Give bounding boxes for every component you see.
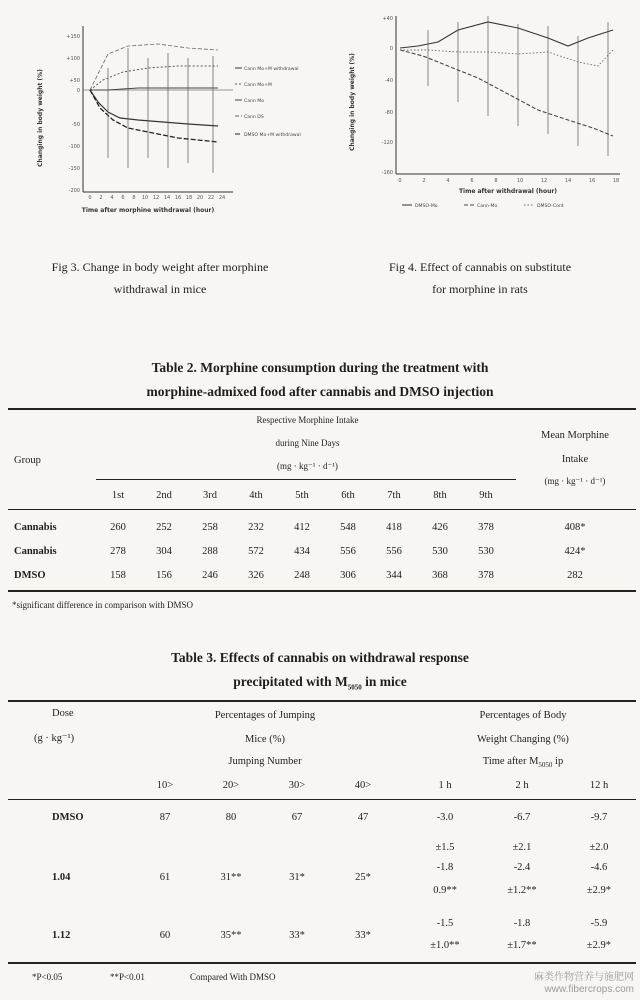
table-3-time-col-header: 12 h [589, 780, 609, 791]
table-2-mean-header: Intake [561, 454, 589, 465]
fig3-curve [90, 66, 218, 90]
table-2-cell: 158 [110, 570, 126, 581]
table-3-bw-sd-cell: ±1.7** [507, 940, 537, 951]
table-3-bw-sd-cell: ±1.2** [507, 885, 537, 896]
figure-4 [338, 6, 628, 212]
table-2-cell: 278 [110, 546, 126, 557]
fig3-xtick: 12 [152, 195, 160, 201]
table-3-bw-header: Weight Changing (%) [477, 734, 569, 745]
table-3-jump-header: Mice (%) [245, 734, 285, 745]
figure-4-plot [338, 6, 628, 212]
table-2-cell: 304 [156, 546, 172, 557]
table-3-jump-col-header: 40> [354, 780, 372, 791]
table-3-footnote-compare: Compared With DMSO [190, 972, 276, 982]
table-2-bottom-rule [8, 590, 636, 592]
fig3-curve [90, 44, 218, 90]
table-2-day-header: 7th [387, 490, 401, 501]
table-3-bw-mean-cell: -1.8 [513, 918, 531, 929]
table-3-title [0, 646, 640, 700]
table-2-intake-header: Respective Morphine Intake [256, 415, 359, 425]
table-3-bw-header-subscript: 5050 [538, 761, 553, 770]
table-3-bw-mean-cell: -1.8 [436, 862, 454, 873]
table-2-group-cell: Cannabis [14, 522, 57, 533]
fig4-xtick: 0 [398, 178, 402, 184]
fig4-legend-entry: DMSO-Mo [415, 204, 438, 209]
table-3-title-end: in mice [361, 674, 407, 689]
site-watermark [534, 972, 634, 996]
table-3-bw-mean-cell: -9.7 [590, 812, 608, 823]
table-3-bw-header [410, 756, 636, 769]
fig3-legend-entry: Cann Mo [244, 99, 265, 104]
fig3-xtick: 24 [218, 195, 226, 201]
fig3-xtick: 20 [196, 195, 204, 201]
table-3-jump-col-header: 20> [222, 780, 240, 791]
fig3-xtick: 4 [110, 195, 114, 201]
fig4-ylabel: Changing in body weight (%) [349, 53, 356, 151]
table-3-bw-sd-cell: ±2.9* [586, 885, 612, 896]
table-3-time-col-header: 2 h [515, 780, 529, 791]
table-3-jump-cell: 61 [159, 872, 171, 883]
table-3-footnote-p1: *P<0.05 [32, 972, 63, 982]
table-2-cell: 344 [386, 570, 402, 581]
table-3-bw-mean-cell: -2.4 [513, 862, 531, 873]
fig4-xtick: 6 [470, 178, 474, 184]
fig3-xtick: 2 [99, 195, 103, 201]
table-2-cell: 326 [248, 570, 264, 581]
fig3-ytick: +50 [69, 78, 80, 84]
table-3-bw-header: Percentages of Body [479, 710, 567, 721]
table-3-jump-cell: 33* [355, 930, 371, 941]
table-3-bw-mean-cell: -6.7 [513, 812, 531, 823]
table-3-dose-header: Dose [52, 708, 74, 719]
table-2-cell: 556 [386, 546, 402, 557]
table-3-bottom-rule [8, 962, 636, 964]
table-2-cell: 378 [478, 570, 494, 581]
table-2-cell: 248 [294, 570, 310, 581]
fig3-ytick: -100 [68, 144, 80, 150]
table-3-bw-sd-cell: ±2.0 [589, 842, 609, 853]
fig4-xtick: 14 [564, 178, 572, 184]
table-3-footnote-p2: **P<0.01 [110, 972, 145, 982]
figure-3-caption [0, 256, 320, 300]
table-2-group-cell: Cannabis [14, 546, 57, 557]
table-3-bw-mean-cell: -3.0 [436, 812, 454, 823]
figure-4-caption-line: Fig 4. Effect of cannabis on substitute [388, 260, 572, 274]
fig3-legend-entry: DMSO Mo+M withdrawal [244, 133, 301, 138]
table-3-jump-col-header: 10> [156, 780, 174, 791]
table-2-cell: 368 [432, 570, 448, 581]
fig4-xtick: 4 [446, 178, 450, 184]
table-2-intake-header: (mg · kg⁻¹ · d⁻¹) [277, 461, 338, 471]
fig3-ytick: -50 [71, 122, 80, 128]
table-2-cell: 260 [110, 522, 126, 533]
fig4-xtick: 8 [494, 178, 498, 184]
table-2-intake-header: during Nine Days [275, 438, 340, 448]
table-2-cell: 232 [248, 522, 264, 533]
table-2-cell: 246 [202, 570, 218, 581]
fig4-ytick: -120 [381, 140, 393, 146]
table-2-group-header: Group [14, 455, 41, 466]
fig4-curve [400, 22, 613, 48]
table-3-bw-sd-cell: ±2.1 [512, 842, 532, 853]
table-2-cell: 412 [294, 522, 310, 533]
table-3-jump-col-header: 30> [288, 780, 306, 791]
fig4-ytick: 0 [389, 46, 393, 52]
fig3-ytick: -150 [68, 166, 80, 172]
fig3-xtick: 10 [141, 195, 149, 201]
table-2-cell: 156 [156, 570, 172, 581]
fig3-ylabel: Changing in body weight (%) [37, 69, 44, 167]
table-2-mean-header: (mg · kg⁻¹ · d⁻¹) [544, 476, 606, 486]
table-3-jump-cell: 25* [355, 872, 371, 883]
fig3-xtick: 14 [163, 195, 171, 201]
table-3-jump-cell: 80 [225, 812, 237, 823]
table-2-cell: 258 [202, 522, 218, 533]
table-3-bw-sd-cell: ±1.5 [435, 842, 455, 853]
table-3-dose-header: (g · kg⁻¹) [34, 733, 75, 744]
table-3-jump-header: Percentages of Jumping [214, 710, 316, 721]
table-3-jump-cell: 31* [289, 872, 305, 883]
fig3-xlabel: Time after morphine withdrawal (hour) [81, 207, 215, 214]
table-3-bw-mean-cell: -4.6 [590, 862, 608, 873]
fig4-ytick: -160 [381, 170, 393, 176]
table-3-jump-cell: 67 [291, 812, 303, 823]
watermark-line-cn: 麻类作物营养与施肥网 [534, 972, 634, 983]
figure-4-caption [320, 256, 640, 300]
fig3-xtick: 22 [207, 195, 215, 201]
fig4-xtick: 16 [588, 178, 596, 184]
table-2-subheader-rule [96, 479, 516, 480]
fig3-xtick: 0 [88, 195, 92, 201]
fig3-legend-entry: Cann Mo+M withdrawal [244, 67, 299, 72]
table-3-jump-header: Jumping Number [228, 756, 302, 767]
table-2-cell: 434 [294, 546, 310, 557]
table-3-top-rule [8, 700, 636, 702]
table-3-bw-header-end: ip [552, 756, 564, 767]
table-2-cell: 288 [202, 546, 218, 557]
table-2-cell: 548 [340, 522, 356, 533]
fig4-curve [400, 50, 613, 66]
table-2-mean-cell: 408* [564, 522, 586, 533]
watermark-line-url: www.fibercrops.com [544, 984, 634, 995]
table-3-dose-cell: DMSO [52, 812, 84, 823]
table-2-cell: 426 [432, 522, 448, 533]
table-3-bw-sd-cell: ±2.9* [586, 940, 612, 951]
fig4-xlabel: Time after withdrawal (hour) [458, 188, 558, 195]
table-2-cell: 572 [248, 546, 264, 557]
table-2-title [0, 356, 640, 404]
fig4-legend-entry: DMSO-Cont [537, 204, 564, 209]
table-3-bw-mean-cell: -1.5 [436, 918, 454, 929]
table-2-day-header: 5th [295, 490, 309, 501]
fig4-xtick: 2 [422, 178, 426, 184]
table-2-mean-cell: 424* [564, 546, 586, 557]
fig4-xtick: 18 [612, 178, 620, 184]
figure-3-plot [28, 8, 308, 218]
table-2-day-header: 9th [479, 490, 493, 501]
fig3-curve [90, 90, 218, 142]
fig3-legend-entry: Cann DS [244, 115, 264, 120]
fig4-xtick: 12 [540, 178, 548, 184]
table-2-day-header: 6th [341, 490, 355, 501]
table-3-bw-header-main: Time after M [482, 756, 539, 767]
table-2-title-line: morphine-admixed food after cannabis and DMSO injection [146, 384, 494, 399]
figure-4-caption-line: for morphine in rats [432, 282, 528, 296]
table-3-header-rule [8, 799, 636, 800]
table-3-dose-cell: 1.12 [52, 930, 71, 941]
table-2-day-header: 8th [433, 490, 447, 501]
fig3-curve [90, 90, 218, 126]
table-2-day-header: 3rd [203, 490, 217, 501]
table-3-bw-sd-cell: 0.9** [433, 885, 457, 896]
table-3-jump-cell: 60 [159, 930, 171, 941]
fig4-ytick: +40 [382, 16, 393, 22]
figure-3-caption-line: Fig 3. Change in body weight after morphine [51, 260, 269, 274]
table-3-title-subscript: 5050 [347, 683, 362, 692]
table-2-cell: 418 [386, 522, 402, 533]
figure-3 [28, 8, 308, 218]
fig4-ytick: -80 [384, 110, 393, 116]
table-2-day-header: 1st [111, 490, 125, 501]
table-2-mean-cell: 282 [567, 570, 583, 581]
table-3-bw-mean-cell: -5.9 [590, 918, 608, 929]
table-2-title-line: Table 2. Morphine consumption during the treatment with [151, 360, 489, 375]
fig3-ytick: 0 [76, 88, 80, 94]
table-2-cell: 252 [156, 522, 172, 533]
fig3-xtick: 16 [174, 195, 182, 201]
fig4-ytick: -40 [384, 78, 393, 84]
table-2-cell: 530 [432, 546, 448, 557]
fig3-legend-entry: Cann Mo+M [244, 83, 272, 88]
table-2-group-cell: DMSO [14, 570, 46, 581]
fig3-xtick: 8 [132, 195, 136, 201]
table-2-cell: 556 [340, 546, 356, 557]
table-3-jump-cell: 87 [159, 812, 171, 823]
table-2-top-rule [8, 408, 636, 410]
table-3-title-line [0, 670, 640, 700]
fig3-xtick: 6 [121, 195, 125, 201]
table-2-header-rule [8, 509, 636, 510]
fig3-xtick: 18 [185, 195, 193, 201]
table-3-bw-sd-cell: ±1.0** [430, 940, 460, 951]
table-3-title-main: precipitated with M [233, 674, 348, 689]
table-3-jump-cell: 33* [289, 930, 305, 941]
table-2-cell: 530 [478, 546, 494, 557]
fig4-legend-entry: Cann-Mo [477, 204, 498, 209]
table-3-dose-cell: 1.04 [52, 872, 71, 883]
table-3-jump-cell: 35** [220, 930, 242, 941]
table-3-jump-cell: 47 [357, 812, 369, 823]
fig3-ytick: +100 [66, 56, 80, 62]
figure-3-caption-line: withdrawal in mice [113, 282, 207, 296]
table-2-day-header: 2nd [156, 490, 172, 501]
fig4-xtick: 10 [516, 178, 524, 184]
table-3-title-line: Table 3. Effects of cannabis on withdrawal response [171, 650, 469, 665]
fig3-ytick: +150 [66, 34, 80, 40]
table-2-footnote: *significant difference in comparison with DMSO [12, 600, 194, 610]
table-2-mean-header: Mean Morphine [541, 430, 609, 441]
table-3-jump-cell: 31** [220, 872, 242, 883]
fig3-ytick: -200 [68, 188, 80, 194]
table-2-cell: 378 [478, 522, 494, 533]
table-2-cell: 306 [340, 570, 356, 581]
table-2-day-header: 4th [249, 490, 263, 501]
table-3-time-col-header: 1 h [438, 780, 452, 791]
